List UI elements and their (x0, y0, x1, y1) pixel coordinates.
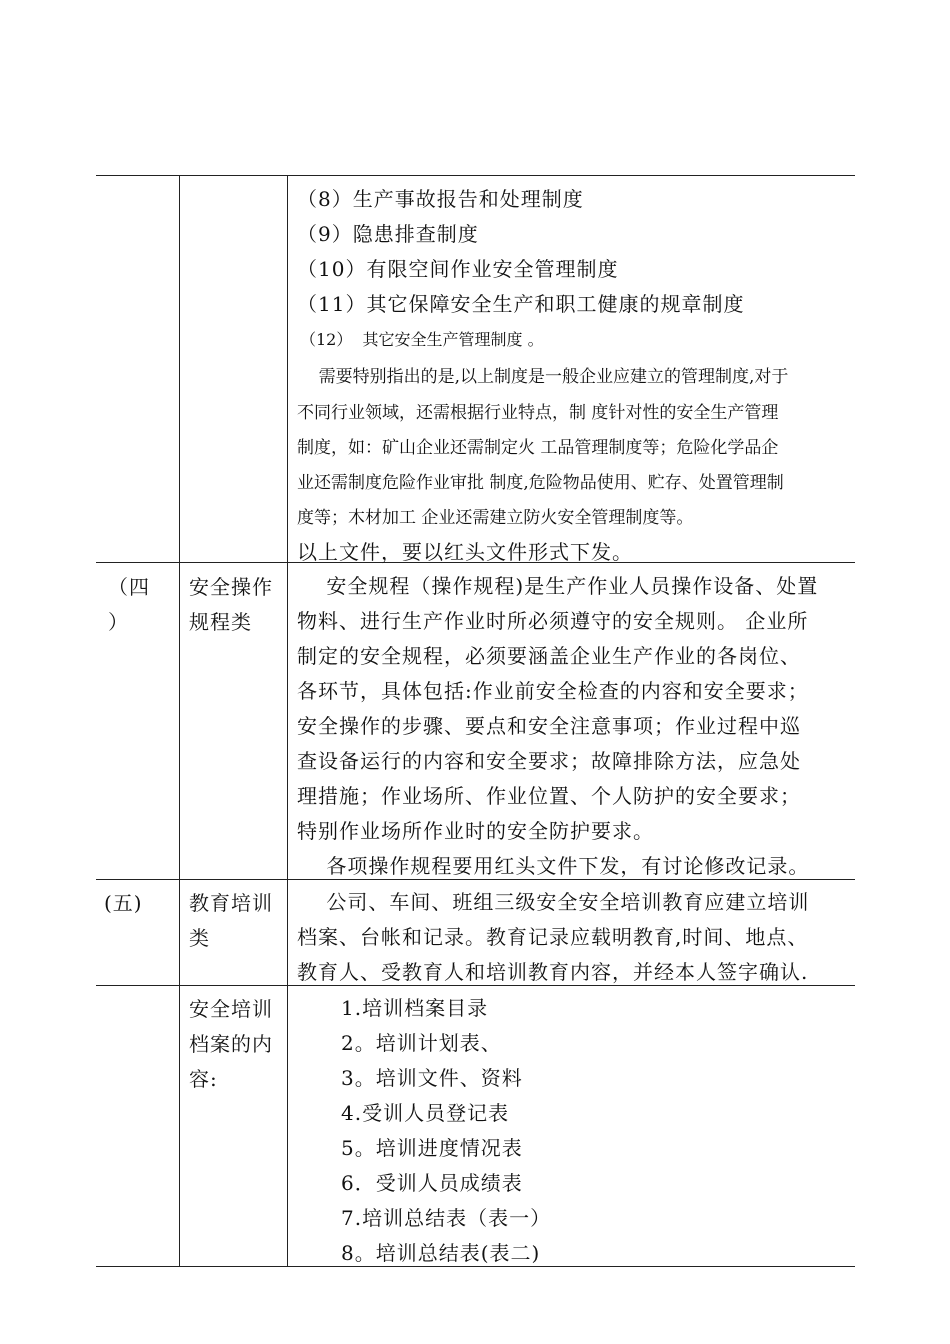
label-line: 安全培训 (189, 997, 273, 1021)
list-item: 1.培训档案目录 (341, 996, 489, 1020)
label-line: 容: (189, 1067, 218, 1091)
category-label-safety-procedures (189, 570, 273, 640)
list-item: 5。培训进度情况表 (341, 1136, 523, 1160)
content-line: 理措施；作业场所、作业位置、个人防护的安全要求； (297, 784, 801, 808)
note-line: 制度，如：矿山企业还需制定火 工品管理制度等；危险化学品企 (297, 438, 779, 458)
list-item: （9）隐患排查制度 (297, 222, 479, 246)
table-top-border (96, 175, 855, 176)
row-number-line: （四 (108, 575, 150, 599)
content-line: 教育人、受教育人和培训教育内容，并经本人签字确认. (297, 960, 809, 984)
list-item: 4.受训人员登记表 (341, 1101, 510, 1125)
row-number-line: ） (108, 610, 129, 634)
label-line: 档案的内 (189, 1032, 273, 1056)
list-item: 8。培训总结表(表二) (341, 1241, 541, 1265)
red-header-note: 以上文件，要以红头文件形式下发。 (297, 540, 633, 564)
row-number-4 (108, 570, 150, 640)
list-item: 3。培训文件、资料 (341, 1066, 523, 1090)
note-line: 度等；木材加工 企业还需建立防火安全管理制度等。 (297, 508, 694, 528)
label-line: 类 (189, 926, 210, 950)
column-divider-1 (179, 175, 180, 1266)
list-item: （8）生产事故报告和处理制度 (297, 187, 584, 211)
column-divider-2 (287, 175, 288, 1266)
note-line: 需要特别指出的是,以上制度是一般企业应建立的管理制度,对于 (297, 367, 789, 387)
list-item: 7.培训总结表（表一） (341, 1206, 552, 1230)
content-line: 各项操作规程要用红头文件下发，有讨论修改记录。 (297, 854, 810, 878)
list-item: （10）有限空间作业安全管理制度 (297, 257, 619, 281)
list-item: （11）其它保障安全生产和职工健康的规章制度 (297, 292, 745, 316)
row-divider-6 (96, 985, 855, 986)
category-label-education-training (189, 886, 273, 956)
content-line: 特别作业场所作业时的安全防护要求。 (297, 819, 654, 843)
note-line: 业还需制度危险作业审批 制度,危险物品使用、贮存、处置管理制 (297, 473, 784, 493)
content-line: 档案、台帐和记录。教育记录应载明教育,时间、地点、 (297, 925, 809, 949)
content-line: 查设备运行的内容和安全要求；故障排除方法，应急处 (297, 749, 801, 773)
list-item: 6．受训人员成绩表 (341, 1171, 523, 1195)
content-line: 安全操作的步骤、要点和安全注意事项；作业过程中巡 (297, 714, 801, 738)
label-line: 规程类 (189, 610, 252, 634)
row-divider-5 (96, 879, 855, 880)
list-item: 2。培训计划表、 (341, 1031, 502, 1055)
content-line: 安全规程（操作规程)是生产作业人员操作设备、处置 (297, 574, 819, 598)
table-bottom-border (96, 1266, 855, 1267)
content-line: 公司、车间、班组三级安全安全培训教育应建立培训 (297, 890, 810, 914)
content-line: 物料、进行生产作业时所必须遵守的安全规则。 企业所 (297, 609, 809, 633)
list-item: （12） 其它安全生产管理制度 。 (300, 330, 544, 349)
category-label-training-archive (189, 992, 273, 1097)
row-number-5: (五) (104, 891, 143, 915)
label-line: 安全操作 (189, 575, 273, 599)
note-line: 不同行业领域，还需根据行业特点，制 度针对性的安全生产管理 (297, 403, 779, 423)
label-line: 教育培训 (189, 891, 273, 915)
content-line: 制定的安全规程，必须要涵盖企业生产作业的各岗位、 (297, 644, 801, 668)
content-line: 各环节，具体包括:作业前安全检查的内容和安全要求； (297, 679, 809, 703)
